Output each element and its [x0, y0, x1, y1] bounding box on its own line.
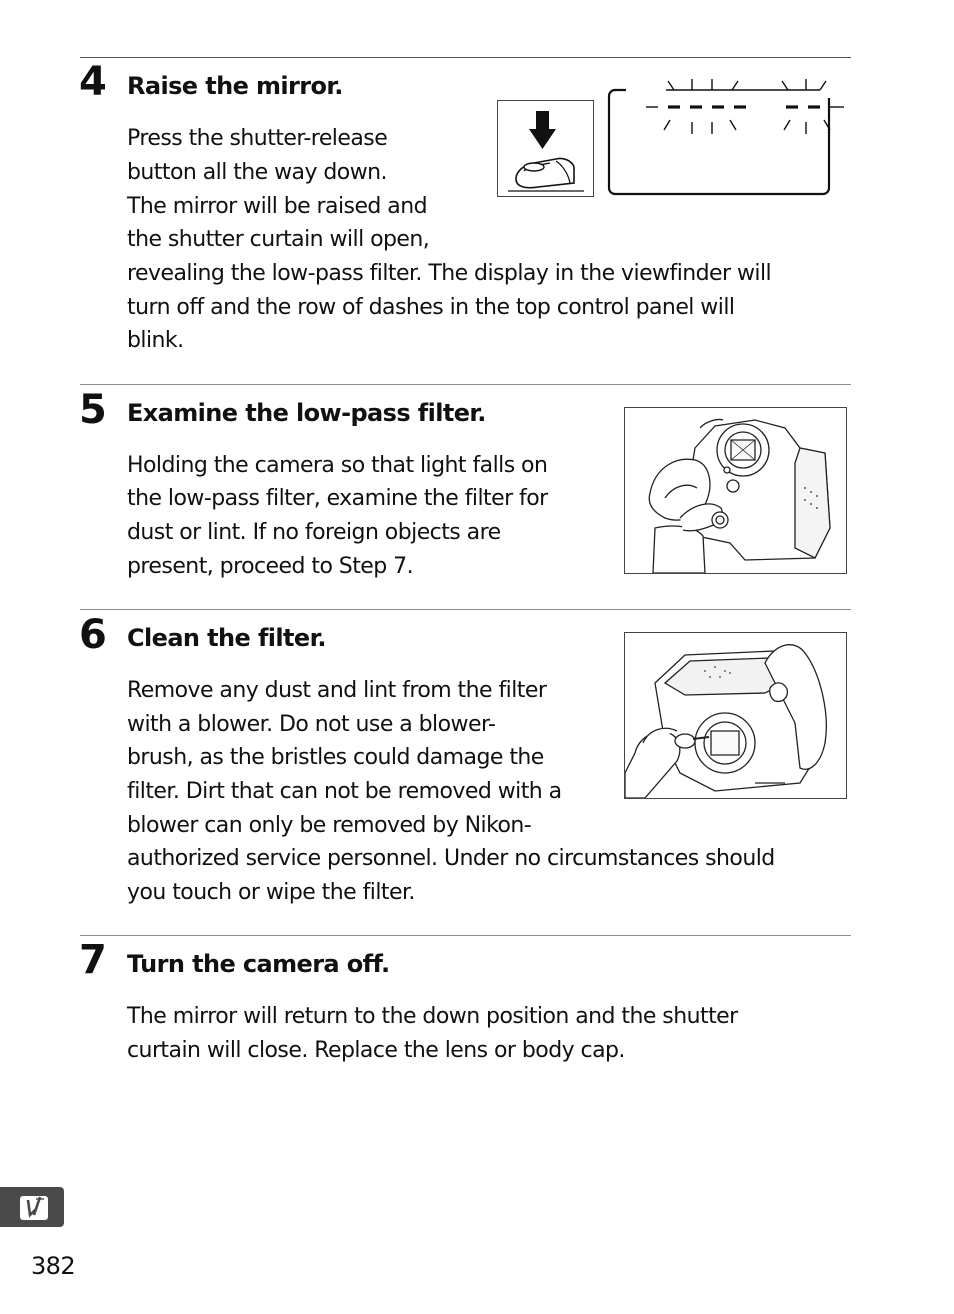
body-line: you touch or wipe the filter.: [127, 880, 415, 905]
body-line: blink.: [127, 328, 184, 353]
body-line: filter. Dirt that can not be removed with a: [127, 779, 562, 804]
pencil-tab-icon: [0, 1187, 64, 1227]
step-number: 6: [79, 612, 106, 658]
section-tab: [0, 1187, 64, 1227]
step-number: 4: [79, 59, 106, 105]
body-line: present, proceed to Step 7.: [127, 554, 414, 579]
page-number: 382: [31, 1252, 76, 1280]
body-line: the shutter curtain will open,: [127, 227, 430, 252]
step-number: 7: [79, 937, 106, 983]
blower-cleaning-illustration: [624, 632, 847, 799]
shutter-press-illustration: [497, 100, 594, 197]
body-line: Holding the camera so that light falls on: [127, 453, 548, 478]
step-6-divider: [80, 609, 851, 610]
body-line: with a blower. Do not use a blower-: [127, 712, 496, 737]
body-line: Remove any dust and lint from the filter: [127, 678, 547, 703]
camera-inspection-illustration: [624, 407, 847, 574]
control-panel-display: [606, 76, 846, 198]
step-title: Clean the filter.: [127, 624, 326, 652]
step-7-divider: [80, 935, 851, 936]
body-line: brush, as the bristles could damage the: [127, 745, 544, 770]
body-line: revealing the low-pass filter. The display in the viewfinder will: [127, 261, 772, 286]
body-line: curtain will close. Replace the lens or body cap.: [127, 1038, 625, 1063]
body-line: dust or lint. If no foreign objects are: [127, 520, 501, 545]
step-title: Examine the low-pass filter.: [127, 399, 486, 427]
step-title: Turn the camera off.: [127, 950, 390, 978]
step-title: Raise the mirror.: [127, 72, 343, 100]
body-line: Press the shutter-release: [127, 126, 388, 151]
body-line: turn off and the row of dashes in the top control panel will: [127, 295, 735, 320]
body-line: authorized service personnel. Under no circumstances should: [127, 846, 775, 871]
body-line: button all the way down.: [127, 160, 387, 185]
top-rule: [80, 57, 851, 58]
step-number: 5: [79, 387, 106, 433]
step-5-divider: [80, 384, 851, 385]
body-line: The mirror will return to the down position and the shutter: [127, 1004, 738, 1029]
body-line: blower can only be removed by Nikon-: [127, 813, 532, 838]
body-line: The mirror will be raised and: [127, 194, 428, 219]
body-line: the low-pass filter, examine the filter for: [127, 486, 548, 511]
